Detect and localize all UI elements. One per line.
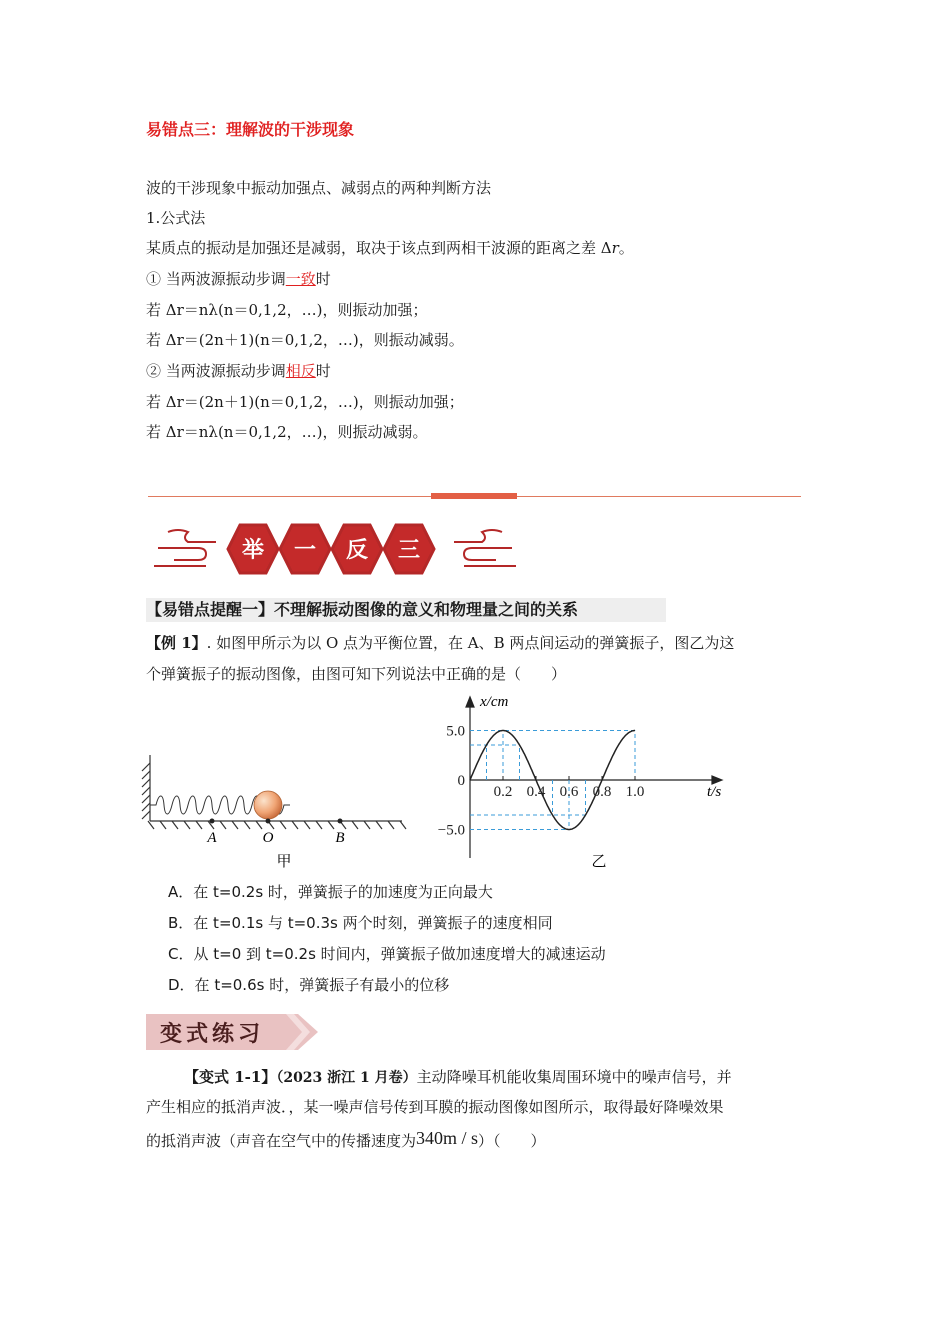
- practice-line1: 【变式 1-1】（2023 浙江 1 月卷）主动降噪耳机能收集周围环境中的噪声信号，并: [184, 1068, 732, 1086]
- ball: [254, 791, 282, 819]
- x-tick-label: 0.4: [526, 784, 546, 800]
- x-axis-arrow: [712, 776, 722, 784]
- x-tick-label: 0.8: [592, 784, 612, 800]
- case2-heading: ② 当两波源振动步调相反时: [146, 362, 331, 380]
- method-label: 1.公式法: [146, 209, 206, 227]
- case2-line1: 若 Δr＝(2n＋1)(n＝0,1,2，…)，则振动加强；: [146, 393, 464, 411]
- banner-graphic: [150, 518, 520, 580]
- practice-line3: 的抵消声波（声音在空气中的传播速度为340m / s）（ ）: [146, 1128, 546, 1150]
- case1-line2: 若 Δr＝(2n＋1)(n＝0,1,2，…)，则振动减弱。: [146, 331, 464, 349]
- banner-char-3: 反: [345, 537, 369, 562]
- case1-heading: ① 当两波源振动步调一致时: [146, 270, 331, 288]
- spring-figure: [140, 745, 410, 875]
- y-tick-label: 5.0: [446, 723, 465, 740]
- point-o-label: O: [262, 830, 274, 846]
- y-tick-label: −5.0: [437, 822, 465, 839]
- divider-right: [517, 496, 801, 497]
- intro-text: 波的干涉现象中振动加强点、减弱点的两种判断方法: [146, 179, 492, 197]
- practice-badge-text: 变式练习: [160, 1021, 265, 1046]
- x-axis-label: t/s: [707, 784, 722, 800]
- y-axis-label: x/cm: [480, 694, 509, 710]
- divider-left: [148, 496, 431, 497]
- x-tick-label: 0.6: [559, 784, 579, 800]
- y-axis-arrow: [466, 697, 474, 707]
- option-d[interactable]: D．在 t=0.6s 时，弹簧振子有最小的位移: [168, 976, 450, 994]
- practice-line2: 产生相应的抵消声波．，某一噪声信号传到耳膜的振动图像如图所示，取得最好降噪效果: [146, 1098, 724, 1116]
- case2-line2: 若 Δr＝nλ(n＝0,1,2，…)，则振动减弱。: [146, 423, 428, 441]
- case1-line1: 若 Δr＝nλ(n＝0,1,2，…)，则振动加强；: [146, 301, 428, 319]
- y-tick-label: 0: [457, 773, 465, 789]
- figure-right-caption: 乙: [591, 854, 607, 870]
- banner-char-4: 三: [397, 537, 421, 562]
- point-a-label: A: [207, 830, 217, 846]
- section-title: 易错点三：理解波的干涉现象: [146, 120, 355, 139]
- x-tick-label: 0.2: [493, 784, 513, 800]
- tip-title: 【易错点提醒一】不理解振动图像的意义和物理量之间的关系: [146, 600, 579, 619]
- option-a[interactable]: A．在 t=0.2s 时，弹簧振子的加速度为正向最大: [168, 883, 493, 901]
- example-line2: 个弹簧振子的振动图像，由图可知下列说法中正确的是（ ）: [146, 665, 567, 683]
- figure-left-caption: 甲: [276, 854, 292, 870]
- example-line1: 【例 1】. 如图甲所示为以 O 点为平衡位置，在 A、B 两点间运动的弹簧振子，图乙为这: [146, 634, 735, 652]
- vibration-chart: [425, 688, 735, 878]
- practice-badge: [146, 1012, 326, 1052]
- banner-char-1: 举: [241, 537, 265, 562]
- x-tick-label: 1.0: [625, 784, 645, 800]
- point-b-label: B: [335, 830, 345, 846]
- method-description: 某质点的振动是加强还是减弱，取决于该点到两相干波源的距离之差 Δr。: [146, 239, 634, 257]
- banner-char-2: 一: [293, 537, 317, 562]
- option-c[interactable]: C．从 t=0 到 t=0.2s 时间内，弹簧振子做加速度增大的减速运动: [168, 945, 606, 963]
- divider-accent: [431, 493, 517, 499]
- option-b[interactable]: B．在 t=0.1s 与 t=0.3s 两个时刻，弹簧振子的速度相同: [168, 914, 553, 932]
